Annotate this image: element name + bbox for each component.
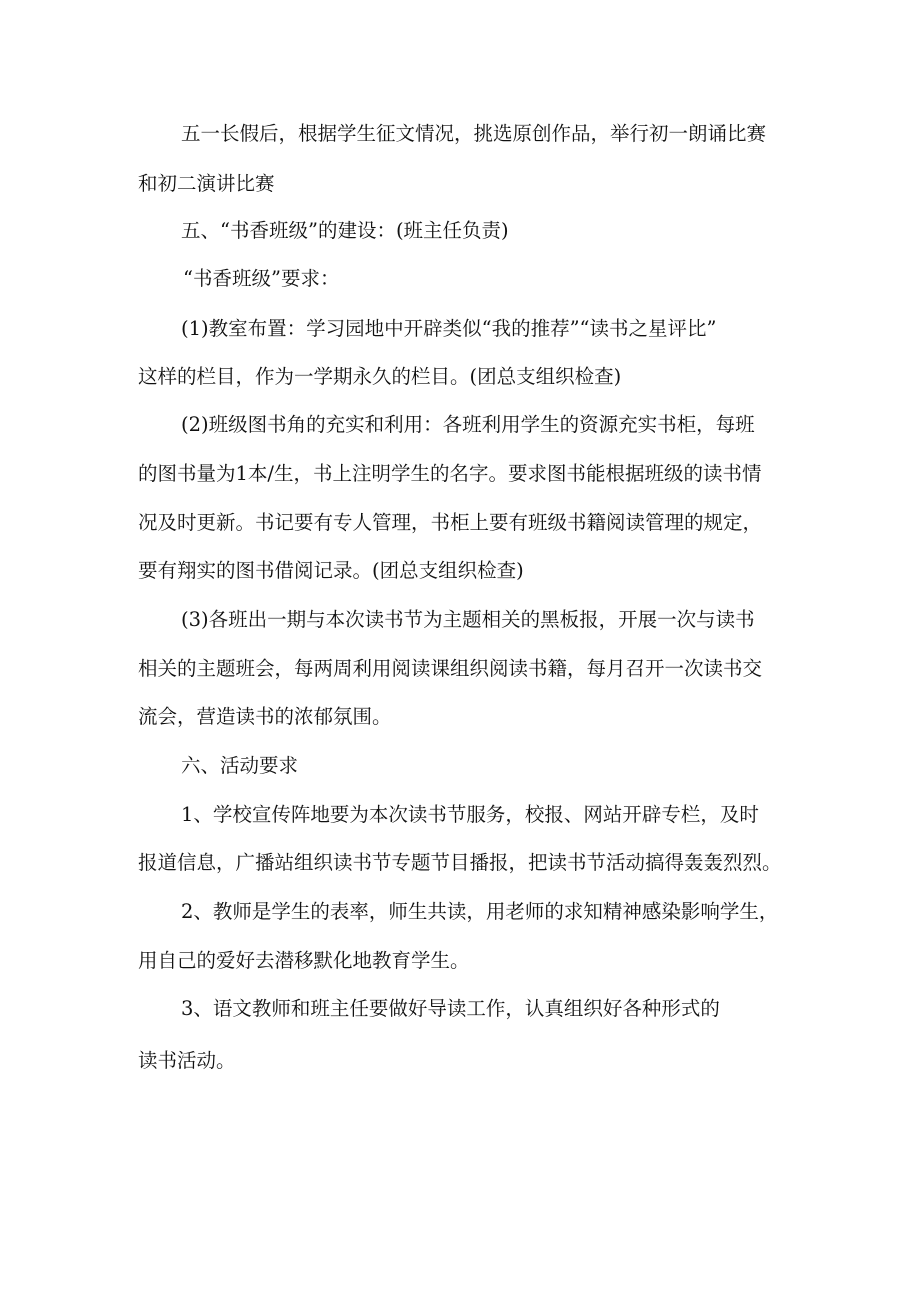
paragraph-line-13: 流会，营造读书的浓郁氛围。 [138, 705, 392, 728]
paragraph-line-19: 3、语文教师和班主任要做好导读工作，认真组织好各种形式的 [181, 997, 720, 1020]
requirements-heading: “书香班级”要求： [183, 267, 340, 290]
paragraph-line-5: (1)教室布置：学习园地中开辟类似“我的推荐”“读书之星评比” [181, 317, 717, 340]
paragraph-line-17: 2、教师是学生的表率，师生共读，用老师的求知精神感染影响学生， [181, 900, 779, 923]
paragraph-line-12: 相关的主题班会，每两周利用阅读课组织阅读书籍，每月召开一次读书交 [138, 657, 763, 680]
section-heading-6: 六、活动要求 [181, 754, 299, 777]
paragraph-line-18: 用自己的爱好去潜移默化地教育学生。 [138, 949, 470, 972]
paragraph-line-8: 的图书量为1本/生，书上注明学生的名字。要求图书能根据班级的读书情 [138, 462, 762, 485]
paragraph-line-20: 读书活动。 [138, 1049, 236, 1072]
paragraph-line-7: (2)班级图书角的充实和利用：各班利用学生的资源充实书柜，每班 [181, 413, 755, 436]
paragraph-line-11: (3)各班出一期与本次读书节为主题相关的黑板报，开展一次与读书 [181, 608, 755, 631]
paragraph-line-10: 要有翔实的图书借阅记录。(团总支组织检查) [138, 559, 524, 582]
paragraph-line-2: 和初二演讲比赛 [138, 172, 275, 195]
section-heading-5: 五、“书香班级”的建设：(班主任负责) [181, 219, 509, 242]
paragraph-line-9: 况及时更新。书记要有专人管理，书柜上要有班级书籍阅读管理的规定， [138, 511, 763, 534]
paragraph-line-6: 这样的栏目，作为一学期永久的栏目。(团总支组织检查) [138, 365, 622, 388]
paragraph-line-15: 1、学校宣传阵地要为本次读书节服务，校报、网站开辟专栏，及时 [181, 803, 759, 826]
paragraph-line-16: 报道信息，广播站组织读书节专题节目播报，把读书节活动搞得轰轰烈烈。 [138, 851, 782, 874]
paragraph-line-1: 五一长假后，根据学生征文情况，挑选原创作品，举行初一朗诵比赛 [181, 122, 767, 145]
